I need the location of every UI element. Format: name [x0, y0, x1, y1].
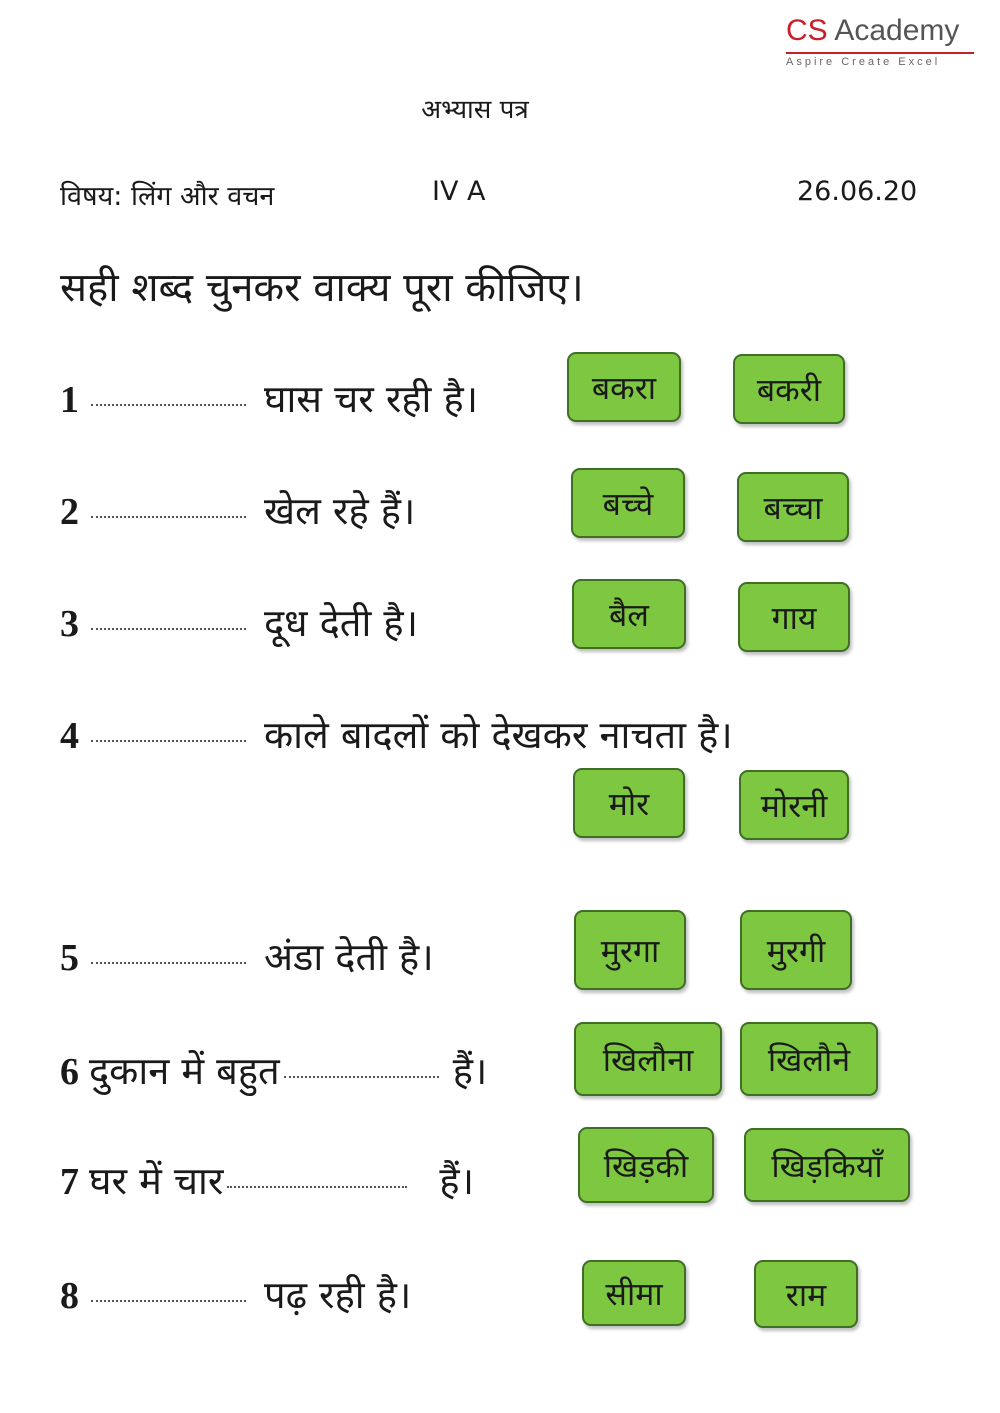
question-text: पढ़ रही है। — [264, 1273, 412, 1317]
question-number: 2 — [60, 491, 79, 533]
option-button[interactable]: मुरगा — [574, 910, 686, 990]
logo-underline — [786, 52, 974, 54]
option-button[interactable]: गाय — [738, 582, 850, 652]
option-button[interactable]: मोरनी — [739, 770, 849, 840]
question-1 — [60, 372, 478, 424]
question-number: 1 — [60, 379, 79, 421]
question-number: 8 — [60, 1275, 79, 1317]
logo-cs: CS — [786, 14, 828, 47]
question-number: 7 — [60, 1161, 79, 1203]
option-button[interactable]: बकरा — [567, 352, 681, 422]
answer-blank[interactable] — [91, 403, 246, 406]
question-text: खेल रहे हैं। — [264, 489, 416, 533]
question-4 — [60, 708, 733, 760]
answer-blank[interactable] — [284, 1075, 439, 1078]
cs-academy-logo — [786, 14, 978, 74]
question-number: 6 — [60, 1051, 79, 1093]
question-8 — [60, 1268, 411, 1320]
question-7 — [60, 1154, 474, 1206]
question-3 — [60, 596, 418, 648]
question-2 — [60, 484, 415, 536]
answer-blank[interactable] — [91, 961, 246, 964]
question-5 — [60, 930, 434, 982]
question-number: 4 — [60, 715, 79, 757]
answer-blank[interactable] — [91, 627, 246, 630]
question-text-before: दुकान में बहुत — [89, 1049, 280, 1093]
option-button[interactable]: बैल — [572, 579, 686, 649]
option-button[interactable]: बच्चा — [737, 472, 849, 542]
logo-wordmark — [786, 14, 978, 48]
question-text-before: घर में चार — [89, 1159, 224, 1203]
question-text: काले बादलों को देखकर नाचता है। — [264, 713, 733, 757]
option-button[interactable]: मोर — [573, 768, 685, 838]
logo-tagline: Aspire Create Excel — [786, 56, 941, 68]
question-text: हैं। — [452, 1049, 488, 1093]
question-text: घास चर रही है। — [264, 377, 479, 421]
answer-blank[interactable] — [91, 1299, 246, 1302]
date-label: 26.06.20 — [797, 176, 918, 207]
option-button[interactable]: मुरगी — [740, 910, 852, 990]
option-button[interactable]: खिलौना — [574, 1022, 722, 1096]
question-text: अंडा देती है। — [264, 935, 434, 979]
question-6 — [60, 1044, 487, 1096]
option-button[interactable]: बकरी — [733, 354, 845, 424]
option-button[interactable]: खिलौने — [740, 1022, 878, 1096]
option-button[interactable]: खिड़कियाँ — [744, 1128, 910, 1202]
class-label: IV A — [432, 176, 486, 207]
answer-blank[interactable] — [91, 515, 246, 518]
answer-blank[interactable] — [227, 1185, 407, 1188]
question-text: दूध देती है। — [264, 601, 418, 645]
option-button[interactable]: सीमा — [582, 1260, 686, 1326]
instruction-text: सही शब्द चुनकर वाक्य पूरा कीजिए। — [60, 265, 584, 311]
answer-blank[interactable] — [91, 739, 246, 742]
question-text: हैं। — [439, 1159, 474, 1203]
option-button[interactable]: खिड़की — [578, 1127, 714, 1203]
option-button[interactable]: बच्चे — [571, 468, 685, 538]
subject-label: विषय: लिंग और वचन — [60, 181, 275, 212]
option-button[interactable]: राम — [754, 1260, 858, 1328]
logo-name: Academy — [827, 14, 960, 47]
question-number: 5 — [60, 937, 79, 979]
question-number: 3 — [60, 603, 79, 645]
worksheet-title: अभ्यास पत्र — [421, 95, 529, 125]
